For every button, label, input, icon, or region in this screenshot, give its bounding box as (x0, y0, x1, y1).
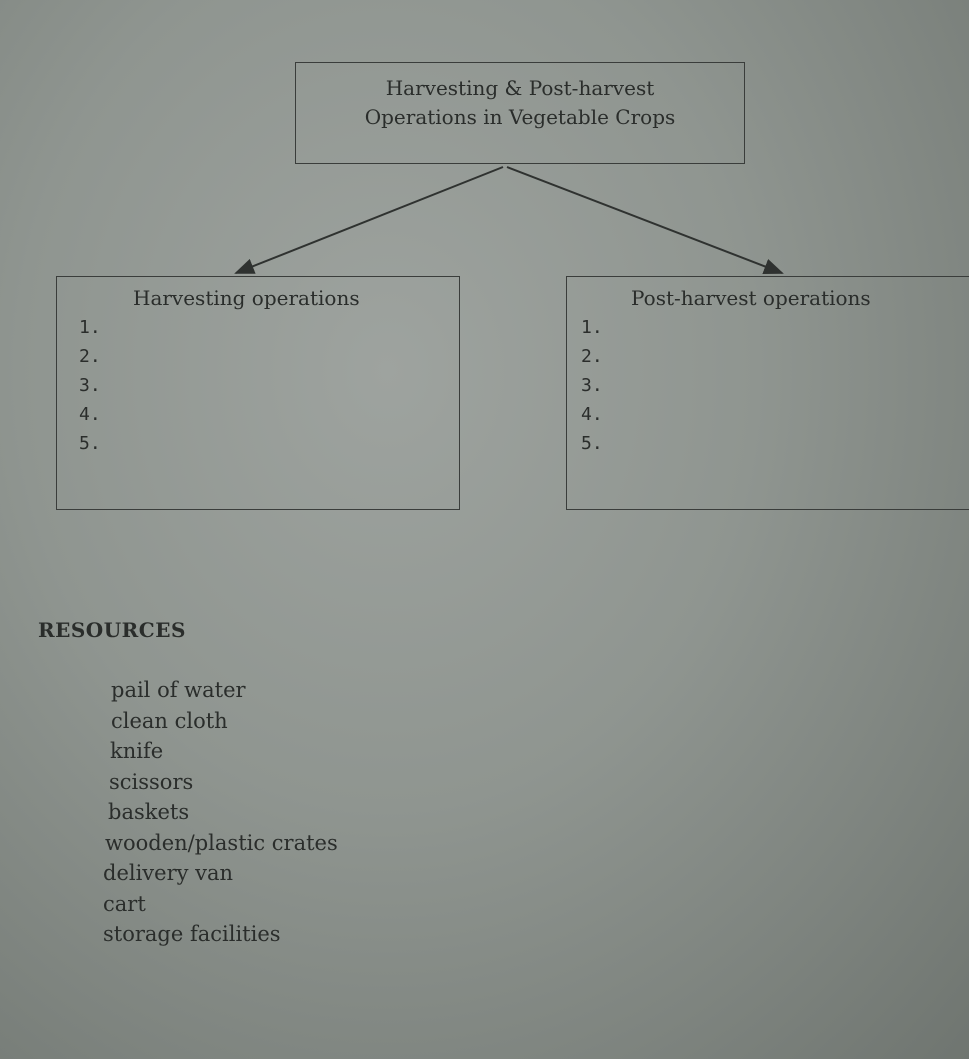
diagram-title-line-2: Operations in Vegetable Crops (364, 105, 676, 129)
harvesting-operations-box (56, 276, 460, 510)
list-item: 4. (79, 404, 101, 425)
resources-list (103, 675, 338, 950)
list-item: 4. (581, 404, 603, 425)
list-item: 1. (79, 317, 101, 338)
arrow-to-harvesting (236, 167, 503, 273)
post-harvest-operations-list (581, 313, 603, 458)
resource-item: clean cloth (111, 708, 228, 733)
resource-item: storage facilities (103, 922, 281, 946)
list-item: 1. (581, 317, 603, 338)
harvesting-operations-list (79, 313, 101, 458)
list-item: 5. (581, 433, 603, 454)
list-item: 3. (79, 375, 101, 396)
resources-heading: RESOURCES (38, 618, 186, 642)
post-harvest-operations-heading: Post-harvest operations (631, 286, 871, 310)
diagram-title-line-1: Harvesting & Post-harvest (385, 76, 655, 100)
list-item: 3. (581, 375, 603, 396)
list-item: 2. (581, 346, 603, 367)
resource-item: cart (103, 891, 146, 916)
resource-item: pail of water (111, 678, 246, 702)
arrow-to-post-harvest (507, 167, 782, 273)
diagram-title-box (295, 62, 745, 164)
resource-item: knife (110, 739, 164, 763)
list-item: 2. (79, 346, 101, 367)
resource-item: scissors (109, 769, 194, 794)
resource-item: baskets (108, 800, 190, 824)
harvesting-operations-heading: Harvesting operations (133, 286, 360, 310)
resource-item: delivery van (103, 861, 234, 885)
list-item: 5. (79, 433, 101, 454)
resource-item: wooden/plastic crates (105, 830, 338, 855)
post-harvest-operations-box (566, 276, 969, 510)
